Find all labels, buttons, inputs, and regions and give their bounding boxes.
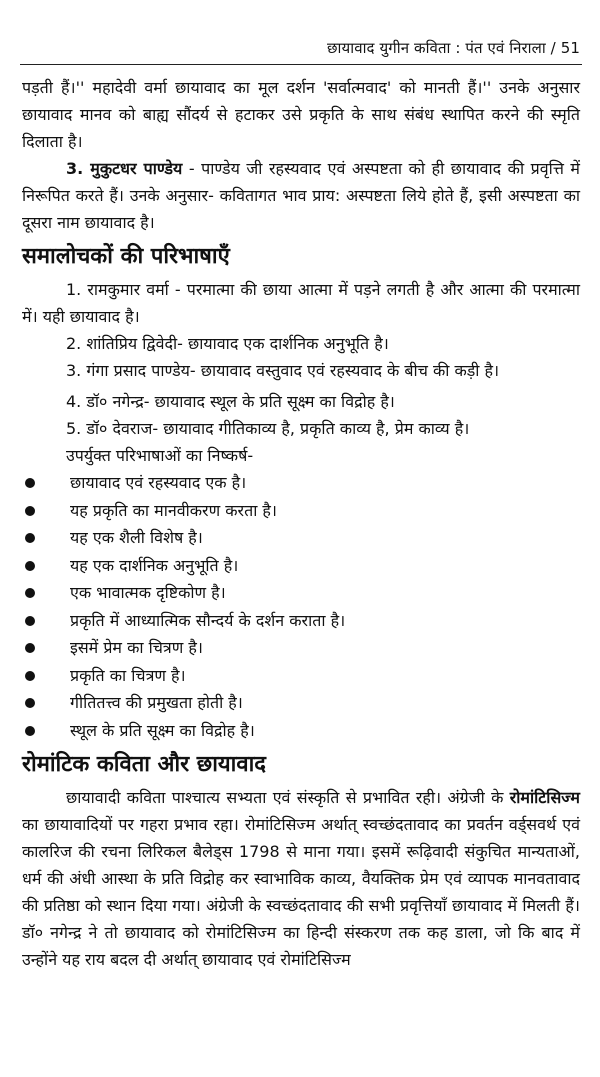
list-item: प्रकृति का चित्रण है। — [22, 662, 580, 690]
bullet-icon — [25, 478, 35, 488]
list-item: एक भावात्मक दृष्टिकोण है। — [22, 579, 580, 607]
list-item: यह प्रकृति का मानवीकरण करता है। — [22, 497, 580, 525]
bullet-icon — [25, 698, 35, 708]
list-item: यह एक शैली विशेष है। — [22, 524, 580, 552]
romantic-paragraph: छायावादी कविता पाश्चात्य सभ्यता एवं संस्कृति से प्रभावित रही। अंग्रेजी के रोमांटिसिज्म का छायावादियों पर गहरा प्रभाव रहा। रोमांटिसिज्म अर्थात् स्वच्छंदतावाद का प्रवर्तन वर्ड्सवर्थ एवं कालरिज की रचना लिरिकल बैलेड्स 1798 से माना गया। इसमें रूढ़िवादी संकुचित मान्यताओं, धर्म की अंधी आस्था के प्रति विद्रोह कर स्वाभाविक काव्य, वैयक्तिक प्रेम एवं व्यापक मानवतावाद की प्रतिष्ठा को स्थान दिया गया। अंग्रेजी के स्वच्छंदतावाद की सभी प्रवृत्तियाँ छायावाद में मिलती हैं। डॉ० नगेन्द्र ने तो छायावाद को रोमांटिसिज्म का हिन्दी संस्करण तक कह डाला, जो कि बाद में उन्होंने यह राय बदल दी अर्थात् छायावाद एवं रोमांटिसिज्म — [22, 788, 580, 969]
section-heading-definitions: समालोचकों की परिभाषाएँ — [22, 244, 230, 269]
bullet-icon — [25, 726, 35, 736]
bullet-icon — [25, 506, 35, 516]
list-item: इसमें प्रेम का चित्रण है। — [22, 634, 580, 662]
romanticism-term: रोमांटिसिज्म — [509, 788, 580, 807]
definition-2: 2. शांतिप्रिय द्विवेदी- छायावाद एक दार्शनिक अनुभूति है। — [66, 334, 389, 353]
intro-paragraph-2 — [22, 155, 580, 236]
header-rule — [20, 64, 582, 65]
bullet-icon — [25, 588, 35, 598]
bullet-icon — [25, 533, 35, 543]
definition-3: 3. गंगा प्रसाद पाण्डेय- छायावाद वस्तुवाद एवं रहस्यवाद के बीच की कड़ी है। — [66, 361, 500, 380]
intro-paragraph-1: पड़ती हैं।'' महादेवी वर्मा छायावाद का मूल दर्शन 'सर्वात्मवाद' को मानती हैं।'' उनके अनुसार छायावाद मानव को बाह्य सौंदर्य से हटाकर उसे प्रकृति के साथ संबंध स्थापित करने की स्मृति दिलाता है। — [22, 78, 580, 151]
section-heading-romantic: रोमांटिक कविता और छायावाद — [22, 752, 266, 777]
definition-1: 1. रामकुमार वर्मा - परमात्मा की छाया आत्मा में पड़ने लगती है और आत्मा की परमात्मा में। यही छायावाद है। — [22, 280, 580, 326]
conclusion-list — [22, 469, 580, 744]
list-item: यह एक दार्शनिक अनुभूति है। — [22, 552, 580, 580]
list-item: स्थूल के प्रति सूक्ष्म का विद्रोह है। — [22, 717, 580, 745]
definition-5: 5. डॉ० देवराज- छायावाद गीतिकाव्य है, प्रकृति काव्य है, प्रेम काव्य है। — [66, 419, 470, 438]
bullet-icon — [25, 643, 35, 653]
pandey-text: - पाण्डेय जी रहस्यवाद एवं अस्पष्टता को ही छायावाद की प्रवृत्ति में निरूपित करते हैं। उनके अनुसार- कवितागत भाव प्राय: अस्पष्टता लिये होते हैं, इसी अस्पष्टता का दूसरा नाम छायावाद है। — [22, 159, 580, 232]
running-header: छायावाद युगीन कविता : पंत एवं निराला / 51 — [327, 39, 580, 57]
bullet-icon — [25, 671, 35, 681]
definition-4: 4. डॉ० नगेन्द्र- छायावाद स्थूल के प्रति सूक्ष्म का विद्रोह है। — [66, 392, 395, 411]
page-body — [22, 74, 580, 973]
pandey-name: 3. मुकुटधर पाण्डेय — [66, 159, 183, 178]
list-item: प्रकृति में आध्यात्मिक सौन्दर्य के दर्शन कराता है। — [22, 607, 580, 635]
conclusion-label: उपर्युक्त परिभाषाओं का निष्कर्ष- — [66, 446, 254, 465]
bullet-icon — [25, 561, 35, 571]
list-item: गीतितत्त्व की प्रमुखता होती है। — [22, 689, 580, 717]
bullet-icon — [25, 616, 35, 626]
list-item: छायावाद एवं रहस्यवाद एक है। — [22, 469, 580, 497]
